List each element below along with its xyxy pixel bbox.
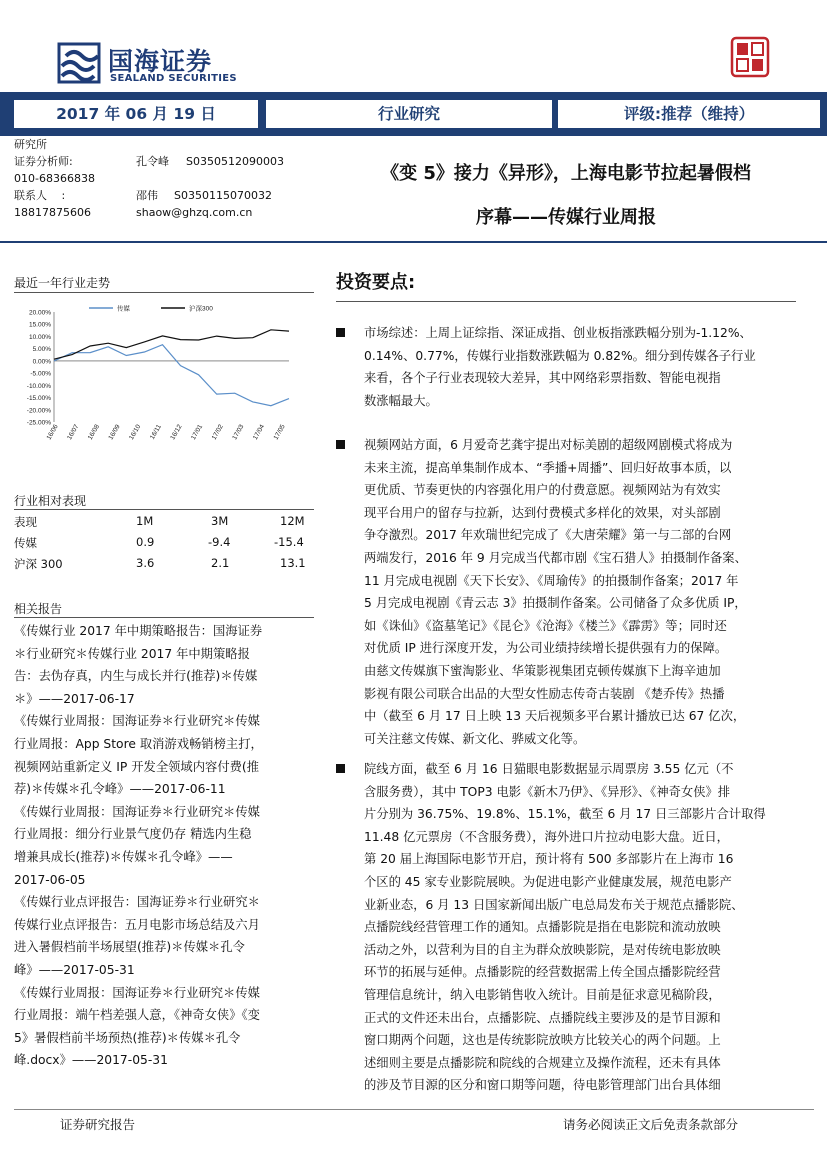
paragraph-line: 现平台用户的留存与拉新，达到付费模式多样化的效果，对头部剧: [364, 505, 721, 520]
related-report-line: 告：去伪存真，内生与成长并行(推荐)＊传媒: [14, 669, 258, 684]
y-tick-label: 15.00%: [28, 321, 51, 329]
performance-heading: 行业相对表现: [14, 494, 87, 508]
brand-logo: [56, 40, 246, 90]
performance-cell: 0.9: [136, 535, 155, 549]
footer-right: 请务必阅读正文后免责条款部分: [563, 1117, 739, 1132]
analyst-id: S0350512090003: [186, 155, 284, 168]
report-date: 2017 年 06 月 19 日: [14, 100, 258, 128]
performance-cell: 2.1: [211, 556, 230, 570]
contact-name: 邵伟: [136, 189, 158, 202]
paragraph-line: 争夺激烈。2017 年欢瑞世纪完成了《大唐荣耀》第一与二部的台网: [364, 528, 732, 543]
research-seal-icon: [730, 36, 770, 78]
performance-cell: -15.4: [274, 535, 304, 549]
related-report-line: 行业周报：端午档差强人意，《神奇女侠》《变: [14, 1008, 260, 1023]
contact-email[interactable]: shaow@ghzq.com.cn: [136, 206, 253, 219]
x-tick-label: 17/01: [189, 423, 205, 442]
paragraph-line: 片分别为 36.75%、19.8%、15.1%，截至 6 月 17 日三部影片合计取得: [364, 807, 766, 822]
contact-id: S0350115070032: [174, 189, 272, 202]
analyst-label: 证券分析师:: [14, 155, 73, 168]
performance-cell: 3.6: [136, 556, 155, 570]
paragraph-line: 活动之外，以营利为目的自主为群众放映影院，是对传统电影放映: [364, 942, 721, 957]
performance-row: [14, 553, 314, 574]
paragraph-line: 的涉及节目源的区分和窗口期等问题，待电影管理部门出台具体细: [364, 1078, 721, 1093]
analyst-name: 孔令峰: [136, 155, 169, 168]
related-report-line: 《传媒行业周报：国海证券＊行业研究＊传媒: [14, 714, 260, 729]
related-report-line: 传媒行业点评报告：五月电影市场总结及六月: [14, 917, 260, 932]
x-tick-label: 16/07: [66, 423, 81, 442]
performance-cell: 传媒: [14, 536, 37, 550]
paragraph-line: 业新业态，6 月 13 日国家新闻出版广电总局发布关于规范点播影院、: [364, 897, 744, 912]
performance-header-cell: 12M: [280, 514, 305, 528]
performance-divider: [14, 509, 314, 510]
x-tick-label: 16/12: [169, 423, 184, 442]
related-report-line: 行业周报：细分行业景气度仍存 精选内生稳: [14, 827, 252, 842]
paragraph-line: 未来主流，提高单集制作成本、“季播+周播”、回归好故事本质，以: [364, 460, 732, 475]
related-report-line: 《传媒行业点评报告：国海证券＊行业研究＊: [14, 895, 260, 910]
paragraph-line: 对优质 IP 进行深度开发，为公司业绩持续增长提供强有力的保障。: [364, 641, 728, 656]
investment-heading: 投资要点:: [336, 272, 416, 293]
x-tick-label: 17/05: [272, 423, 287, 442]
reports-divider: [14, 617, 314, 618]
y-tick-label: -20.00%: [26, 407, 51, 415]
related-report-line: 5》暑假档前半场预热(推荐)＊传媒＊孔令: [14, 1030, 241, 1045]
trend-divider: [14, 292, 314, 293]
paragraph-line: 环节的拓展与延伸。点播影院的经营数据需上传全国点播影院经营: [364, 965, 721, 980]
paragraph-line: 窗口期两个问题，这也是传统影院放映方比较关心的两个问题。上: [364, 1033, 721, 1048]
paragraph-line: 第 20 届上海国际电影节开启，预计将有 500 多部影片在上海市 16: [364, 852, 734, 867]
x-tick-label: 17/03: [231, 423, 246, 442]
related-reports-list: [14, 620, 314, 1072]
bullet-square-icon: [336, 764, 345, 773]
x-tick-label: 16/10: [128, 423, 143, 442]
brand-name-cn: 国海证券: [108, 47, 213, 76]
paragraph-line: 5 月完成电视剧《青云志 3》拍摄制作备案。公司储备了众多优质 IP，: [364, 596, 747, 611]
bullet-square-icon: [336, 440, 345, 449]
performance-header-row: [14, 511, 314, 532]
y-tick-label: 5.00%: [32, 346, 51, 354]
performance-header-cell: 3M: [211, 514, 229, 528]
performance-cell: -9.4: [208, 535, 231, 549]
related-report-line: 进入暑假档前半场展望(推荐)＊传媒＊孔令: [14, 940, 245, 955]
dept-label: 研究所: [14, 138, 47, 151]
report-type: 行业研究: [266, 100, 552, 128]
investment-divider: [336, 301, 796, 302]
paragraph-line: 中（截至 6 月 17 日上映 13 天后视频多平台累计播放已达 67 亿次，: [364, 709, 746, 724]
x-tick-label: 17/04: [251, 423, 267, 442]
paragraph-line: 更优质、节奏更快的内容强化用户的付费意愿。视频网站为有效实: [364, 483, 721, 498]
paragraph-line: 管理信息统计，纳入电影销售收入统计。目前是征求意见稿阶段，: [364, 987, 721, 1002]
y-tick-label: 10.00%: [28, 333, 51, 341]
performance-table: [14, 511, 314, 574]
related-report-line: 峰》——2017-05-31: [14, 962, 135, 977]
x-tick-label: 16/08: [86, 423, 102, 442]
related-report-line: 视频网站重新定义 IP 开发全领域内容付费(推: [14, 759, 260, 774]
title-line-1: 《变 5》接力《异形》，上海电影节拉起暑假档: [381, 163, 751, 184]
performance-header-cell: 1M: [136, 514, 154, 528]
footer-left: 证券研究报告: [60, 1117, 136, 1132]
paragraph-line: 0.14%、0.77%，传媒行业指数涨跌幅为 0.82%。细分到传媒各子行业: [364, 348, 756, 363]
industry-trend-chart: [14, 300, 314, 450]
paragraph-line: 两端发行，2016 年 9 月完成当代都市剧《宝石猎人》拍摄制作备案、: [364, 550, 747, 565]
x-tick-label: 16/06: [45, 423, 60, 442]
performance-cell: 沪深 300: [14, 557, 63, 571]
related-report-line: 《传媒行业周报：国海证券＊行业研究＊传媒: [14, 985, 260, 1000]
related-report-line: ＊行业研究＊传媒行业 2017 年中期策略报: [14, 646, 250, 661]
series-line-media: [54, 345, 289, 406]
related-report-line: ＊》——2017-06-17: [14, 691, 135, 706]
x-tick-label: 16/09: [107, 423, 122, 442]
paragraph-line: 11 月完成电视剧《天下长安》、《周瑜传》的拍摄制作备案；2017 年: [364, 573, 739, 588]
sealand-logo-icon: [56, 40, 102, 86]
report-banner: [0, 92, 827, 136]
paragraph-line: 来看，各个子行业表现较大差异，其中网络彩票指数、智能电视指: [364, 371, 721, 386]
paragraph-line: 由慈文传媒旗下蜜淘影业、华策影视集团克顿传媒旗下上海辛迪加: [364, 663, 721, 678]
paragraph-line: 点播院线经营管理工作的通知。点播影院是指在电影院和流动放映: [364, 920, 721, 935]
paragraph-line: 数涨幅最大。: [364, 393, 438, 408]
related-report-line: 2017-06-05: [14, 872, 86, 887]
paragraph-line: 11.48 亿元票房（不含服务费），海外进口片拉动电影大盘。近日，: [364, 829, 729, 844]
paragraph-line: 可关注慈文传媒、新文化、骅威文化等。: [364, 731, 586, 746]
paragraph-line: 个区的 45 家专业影院展映。为促进电影产业健康发展，规范电影产: [364, 874, 732, 889]
paragraph-line: 院线方面，截至 6 月 16 日猫眼电影数据显示周票房 3.55 亿元（不: [364, 762, 734, 776]
report-title: [336, 152, 796, 240]
y-tick-label: -25.00%: [26, 419, 51, 427]
performance-cell: 13.1: [280, 556, 306, 570]
paragraph-line: 述细则主要是点播影院和院线的合规建立及操作流程，还未有具体: [364, 1055, 721, 1070]
reports-heading: 相关报告: [14, 602, 63, 616]
paragraph-line: 如《诛仙》《盗墓笔记》《昆仑》《沧海》《楼兰》《霹雳》等；同时还: [364, 618, 727, 633]
contact-label: 联系人 :: [14, 189, 66, 202]
legend-label: 沪深300: [189, 305, 213, 313]
y-tick-label: 20.00%: [28, 309, 51, 317]
related-report-line: 《传媒行业周报：国海证券＊行业研究＊传媒: [14, 804, 260, 819]
trend-heading: 最近一年行业走势: [14, 276, 111, 290]
related-report-line: 《传媒行业 2017 年中期策略报告：国海证券: [14, 624, 263, 638]
y-tick-label: -15.00%: [26, 395, 51, 403]
paragraph-line: 市场综述：上周上证综指、深证成指、创业板指涨跌幅分别为-1.12%、: [364, 326, 752, 340]
y-tick-label: 0.00%: [32, 358, 51, 366]
x-tick-label: 16/11: [148, 423, 163, 441]
performance-row: [14, 532, 314, 553]
paragraph-line: 含服务费），其中 TOP3 电影《新木乃伊》、《异形》、《神奇女侠》排: [364, 784, 731, 799]
analyst-phone: 010-68366838: [14, 172, 95, 185]
header-divider: [0, 241, 827, 243]
report-rating: 评级:推荐（维持）: [558, 100, 820, 128]
brand-name-en: SEALAND SECURITIES: [110, 73, 237, 84]
y-tick-label: -10.00%: [26, 382, 51, 390]
related-report-line: 行业周报：App Store 取消游戏畅销榜主打，: [14, 736, 263, 751]
legend-label: 传媒: [117, 305, 130, 313]
footer-divider: [14, 1109, 814, 1110]
paragraph-line: 视频网站方面，6 月爱奇艺龚宇提出对标美剧的超级网剧模式将成为: [364, 438, 733, 452]
performance-header-cell: 表现: [14, 515, 37, 529]
related-report-line: 峰.docx》——2017-05-31: [14, 1053, 168, 1068]
paragraph-line: 影视有限公司联合出品的大型女性励志传奇古装剧 《楚乔传》热播: [364, 686, 725, 701]
title-line-2: 序幕——传媒行业周报: [476, 207, 656, 228]
y-tick-label: -5.00%: [30, 370, 51, 378]
x-tick-label: 17/02: [210, 423, 225, 442]
related-report-line: 荐)＊传媒＊孔令峰》——2017-06-11: [14, 782, 226, 797]
paragraph-line: 正式的文件还未出台，点播影院、点播院线主要涉及的是节目源和: [364, 1010, 721, 1025]
related-report-line: 增兼具成长(推荐)＊传媒＊孔令峰》——: [14, 849, 233, 864]
contact-phone: 18817875606: [14, 206, 91, 219]
bullet-square-icon: [336, 328, 345, 337]
